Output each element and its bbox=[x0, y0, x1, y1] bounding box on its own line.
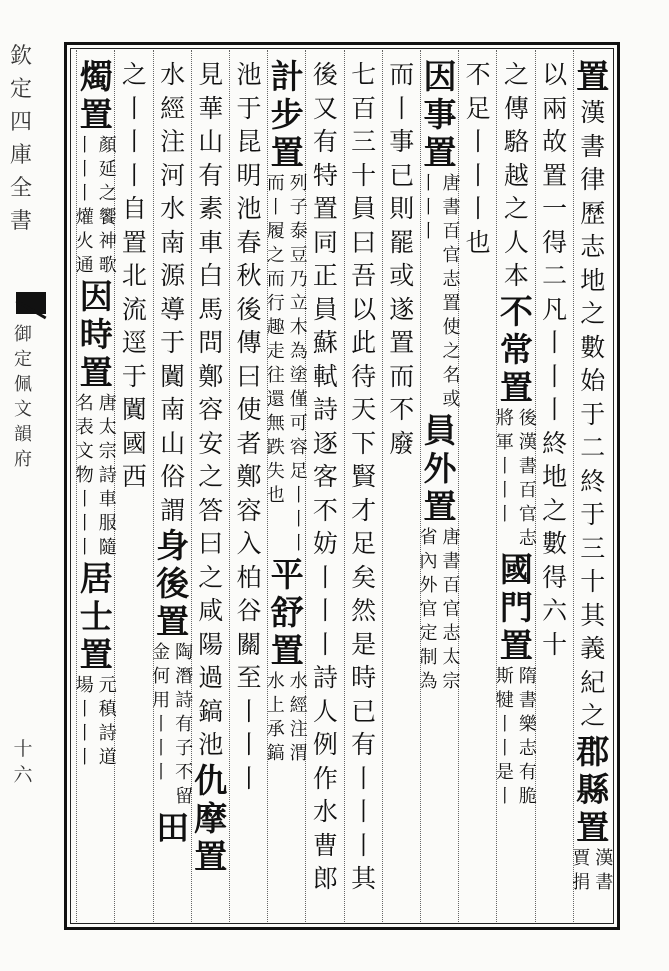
annotation-left: 水上承鎬 bbox=[266, 671, 285, 764]
annotation-left: 而丨履之而行趣走往還無跌失也 bbox=[266, 173, 285, 506]
annotation-left: 省內外官定制為 bbox=[419, 527, 438, 692]
headword: 郡縣置 bbox=[576, 731, 610, 847]
body-text: 以兩故置一得二凡丨丨丨終地之數得六十 bbox=[542, 60, 568, 659]
headword: 員外置 bbox=[423, 411, 457, 526]
annotation-left: 將軍丨丨丨 bbox=[495, 407, 514, 525]
headword: 身後置 bbox=[156, 526, 190, 641]
headword: 田 bbox=[156, 808, 190, 847]
body-text: 而丨事已則罷或遂置而不廢 bbox=[389, 60, 415, 458]
column-rule bbox=[76, 50, 77, 922]
annotation-left: 斯犍丨丨是丨 bbox=[495, 665, 514, 807]
annotation-right: 水經注渭 bbox=[289, 671, 308, 764]
headword: 置 bbox=[576, 57, 610, 96]
body-text: 後又有特置同正員蘇軾詩逐客不妨丨丨丨詩人例作水曹郎 bbox=[312, 60, 338, 893]
body-text: 漢書律歷志地之數始于二終于三十其義紀之 bbox=[580, 98, 606, 730]
body-text: 不足丨丨丨也 bbox=[465, 60, 491, 257]
annotation-right: 漢書 bbox=[595, 847, 614, 893]
body-text: 見華山有素車白馬問鄭容安之答曰之咸陽過鎬池 bbox=[198, 60, 224, 759]
annotation-pair bbox=[75, 392, 118, 560]
annotation-right: 元稹詩道 bbox=[98, 675, 117, 768]
headword: 仇摩置 bbox=[194, 760, 228, 876]
text-column bbox=[72, 58, 120, 918]
annotation-left: 賈捐 bbox=[572, 847, 591, 893]
margin-book-title: 欽定四庫全書 bbox=[9, 44, 32, 234]
annotation-left: 金何用丨丨丨 bbox=[152, 642, 171, 783]
annotation-pair bbox=[75, 674, 118, 770]
headword: 不常置 bbox=[499, 291, 533, 407]
body-text: 之丨丨丨自置北流逕于闐國西 bbox=[121, 60, 147, 491]
annotation-pair bbox=[75, 134, 118, 278]
body-text: 之傳駱越之人本 bbox=[503, 60, 529, 290]
headword: 因時置 bbox=[79, 277, 113, 392]
margin-page-number: 十六 bbox=[13, 738, 33, 786]
headword: 因事置 bbox=[423, 57, 457, 172]
annotation-right: 唐書百官志置使之名或 bbox=[442, 173, 461, 410]
annotation-right: 隋書樂志有脆 bbox=[518, 665, 537, 807]
annotation-right: 顏延之饗神歌 bbox=[98, 135, 117, 276]
headword: 國門置 bbox=[499, 549, 533, 665]
body-text: 池于昆明池春秋後傳曰使者鄭容入柏谷關至丨丨丨 bbox=[236, 60, 262, 793]
body-text: 七百三十員曰吾以此待天下賢才足矣然是時已有丨丨丨其 bbox=[351, 60, 377, 893]
annotation-left: 丨丨丨爟火通 bbox=[75, 135, 94, 276]
annotation-left: 場丨丨丨 bbox=[75, 675, 94, 768]
annotation-left: 丨丨丨 bbox=[419, 173, 438, 242]
margin-subtitle: 御定佩文韻府 bbox=[14, 324, 32, 470]
annotation-right: 後漢書百官志 bbox=[518, 407, 537, 549]
annotation-right: 陶潛詩有子不留 bbox=[175, 642, 194, 807]
annotation-left: 名表文物丨丨丨 bbox=[75, 393, 94, 558]
headword: 計步置 bbox=[270, 57, 304, 172]
body-text: 水經注河水南源導于闐南山俗謂 bbox=[160, 60, 186, 525]
headword: 平舒置 bbox=[270, 555, 304, 670]
annotation-right: 列子泰豆乃立木為塗僅可容足丨丨丨 bbox=[289, 173, 308, 554]
annotation-right: 唐書百官志太宗 bbox=[442, 527, 461, 692]
headword: 居士置 bbox=[79, 559, 113, 674]
headword: 燭置 bbox=[79, 57, 113, 134]
annotation-right: 唐太宗詩車服隨 bbox=[98, 393, 117, 558]
